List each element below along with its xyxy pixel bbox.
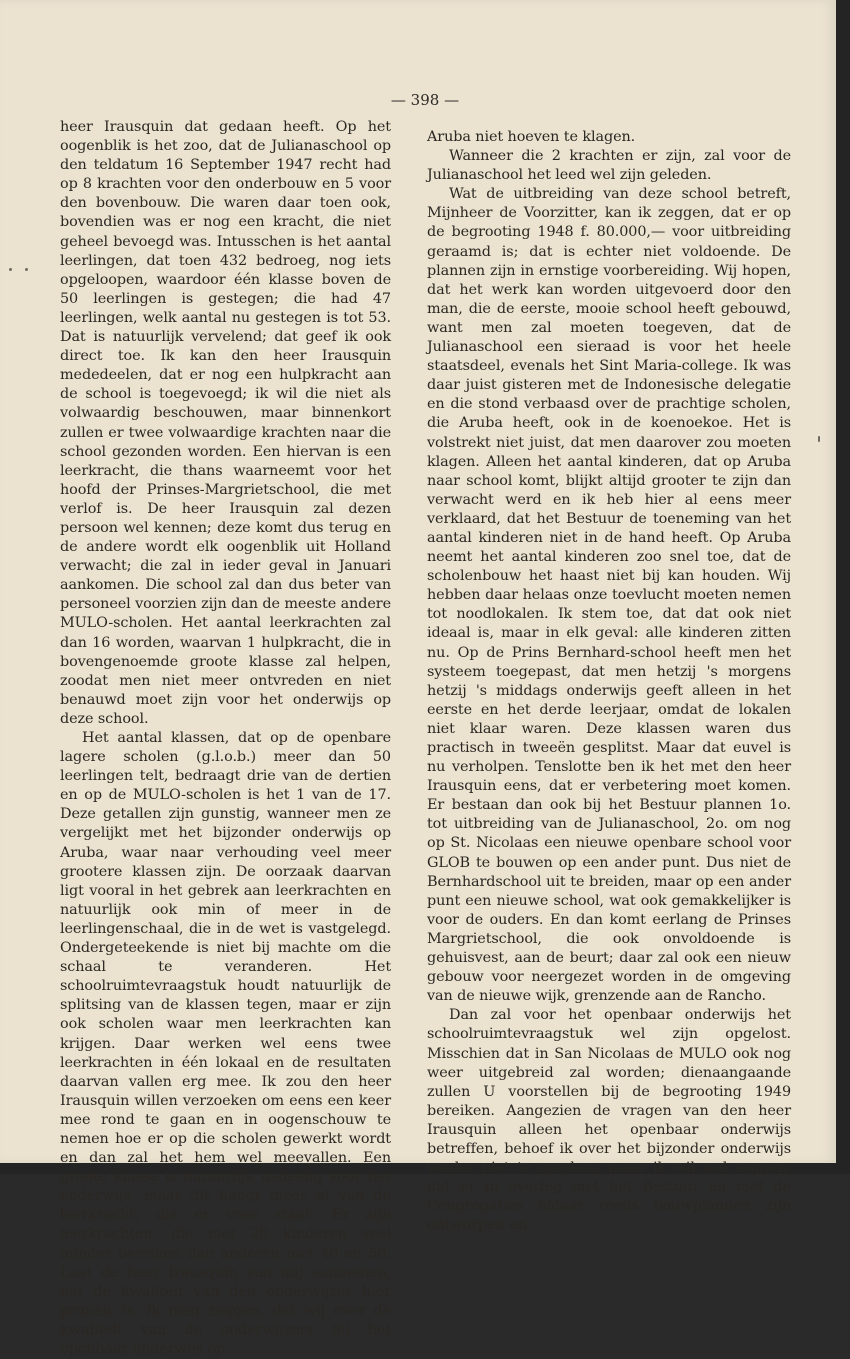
page-number-header: — 398 — xyxy=(390,91,460,109)
left-column xyxy=(60,118,391,1359)
right-paragraph-1: Aruba niet hoeven te klagen. xyxy=(427,129,636,145)
right-column xyxy=(427,128,791,1235)
scan-speck xyxy=(9,268,12,271)
right-paragraph-3: Wat de uitbreiding van deze school betreft, Mijnheer de Voorzitter, kan ik zeggen, dat er op de begrooting 1948 f. 80.000,— voor uitbreiding geraamd is; dat is echter niet voldoende. De plannen zijn in ernstige voorbereiding. Wij hopen, dat het werk kan worden uitgevoerd door den man, die de eerste, mooie school heeft gebouwd, want men zal moeten toegeven, dat de Julianaschool een sieraad is voor het heele staatsdeel, evenals het Sint Maria-college. Ik was daar juist gisteren met de Indonesische delegatie en die stond verbaasd over de prachtige scholen, die Aruba heeft, ook in de koenoekoe. Het is volstrekt niet juist, dat men daarover zou moeten klagen. Alleen het aantal kinderen, dat op Aruba naar school komt, blijkt altijd grooter te zijn dan verwacht werd en ik heb hier al eens meer verklaard, dat het Bestuur de toeneming van het aantal kinderen niet in de hand heeft. Op Aruba neemt het aantal kinderen zoo snel toe, dat de scholenbouw het haast niet bij kan houden. Wij hebben daar helaas onze toevlucht moeten nemen tot noodlokalen. Ik stem toe, dat dat ook niet ideaal is, maar in elk geval: alle kinderen zitten nu. Op de Prins Bernhard-school heeft men het systeem toegepast, dat men hetzij 's morgens hetzij 's middags onderwijs geeft alleen in het eerste en het derde leerjaar, omdat de lokalen niet klaar waren. Deze klassen waren dus practisch in tweeën gesplitst. Maar dat euvel is nu verholpen. Tenslotte ben ik het met den heer Irausquin eens, dat er verbetering moet komen. Er bestaan dan ook bij het Bestuur plannen 1o. tot uitbreiding van de Julianaschool, 2o. om nog op St. Nicolaas een nieuwe openbare school voor GLOB te bouwen op een ander punt. Dus niet de Bernhardschool uit te breiden, maar op een ander punt een nieuwe school, wat ook gemakkelijker is voor de ouders. En dan komt eerlang de Prinses Margrietschool, die ook onvoldoende is gehuisvest, aan de beurt; daar zal ook een nieuw gebouw voor neergezet worden in de omgeving van de nieuwe wijk, grenzende aan de Rancho. xyxy=(427,186,791,1005)
left-paragraph-1: heer Irausquin dat gedaan heeft. Op het oogenblik is het zoo, dat de Julianaschool op den teldatum 16 September 1947 recht had op 8 krachten voor den onderbouw en 5 voor den bovenbouw. Die waren daar toen ook, bovendien was er nog een kracht, die niet geheel bevoegd was. Intusschen is het aantal leerlingen, dat toen 432 bedroeg, nog iets opgeloopen, waardoor één klasse boven de 50 leerlingen is gestegen; die had 47 leerlingen, welk aantal nu gestegen is tot 53. Dat is natuurlijk vervelend; dat geef ik ook direct toe. Ik kan den heer Irausquin mededeelen, dat er nog een hulpkracht aan de school is toegevoegd; ik wil die niet als volwaardig beschouwen, maar binnenkort zullen er twee volwaardige krachten naar die school gezonden worden. Een hiervan is een leerkracht, die thans waarneemt voor het hoofd der Prinses-Margrietschool, die met verlof is. De heer Irausquin zal dezen persoon wel kennen; deze komt dus terug en de andere wordt elk oogenblik uit Holland verwacht; die zal in ieder geval in Januari aankomen. Die school zal dan dus beter van personeel voorzien zijn dan de meeste andere MULO-scholen. Het aantal leerkrachten zal dan 16 worden, waarvan 1 hulpkracht, die in bovengenoemde groote klasse zal helpen, zoodat men niet meer ontvreden en niet benauwd moet zijn voor het onderwijs op deze school. xyxy=(60,119,391,727)
scan-speck xyxy=(818,436,820,442)
right-paragraph-4: Dan zal voor het openbaar onderwijs het schoolruimtevraagstuk wel zijn opgelost. Misschien dat in San Nicolaas de MULO ook nog weer uitgebreid zal worden; dienaangaande zullen U voorstellen bij de begrooting 1949 bereiken. Aangezien de vragen van den heer Irausquin alleen het openbaar onderwijs betreffen, behoef ik over het bijzonder onderwijs verder niet te spreken, maar ik wil wel zeggen, dat er in overleg met het Bestuur en met de Congregaties aldaar reeds bouwplannen zijn ontworpen en xyxy=(427,1007,791,1234)
scan-speck xyxy=(25,268,28,271)
right-paragraph-2: Wanneer die 2 krachten er zijn, zal voor de Julianaschool het leed wel zijn geleden. xyxy=(427,148,791,184)
left-paragraph-2: Het aantal klassen, dat op de openbare lagere scholen (g.l.o.b.) meer dan 50 leerlingen telt, bedraagt drie van de dertien en op de MULO-scholen is het 1 van de 17. Deze getallen zijn gunstig, wanneer men ze vergelijkt met het bijzonder onderwijs op Aruba, waar naar verhouding veel meer grootere klassen zijn. De oorzaak daarvan ligt vooral in het gebrek aan leerkrachten en natuurlijk ook min of meer in de leerlingenschaal, die in de wet is vastgelegd. Ondergeteekende is niet bij machte om die schaal te veranderen. Het schoolruimtevraagstuk houdt natuurlijk de splitsing van de klassen tegen, maar er zijn ook scholen waar men leerkrachten kan krijgen. Daar werken wel eens twee leerkrachten in één lokaal en de resultaten daarvan vallen erg mee. Ik zou den heer Irausquin willen verzoeken om eens een keer mee rond te gaan en in oogenschouw te nemen hoe er op die scholen gewerkt wordt en dan zal het hem wel meevallen. Een groote klasse is natuurlijk nadeelig voor het onderwijs, maar dit hangt meer af van de leerkracht, die er voor staat. Er zijn leerkrachten, die met 20 kinderen veel minder bereiken dan anderen met 40 en 50. Laat de heer Irausquin van mij aannemen, dat de kwaliteit van den onderwijzer hier primair is. Ik mag zeggen, dat wij over de kwaliteit van de onderwijzers bij het openbaar onderwijs op xyxy=(60,730,391,1357)
